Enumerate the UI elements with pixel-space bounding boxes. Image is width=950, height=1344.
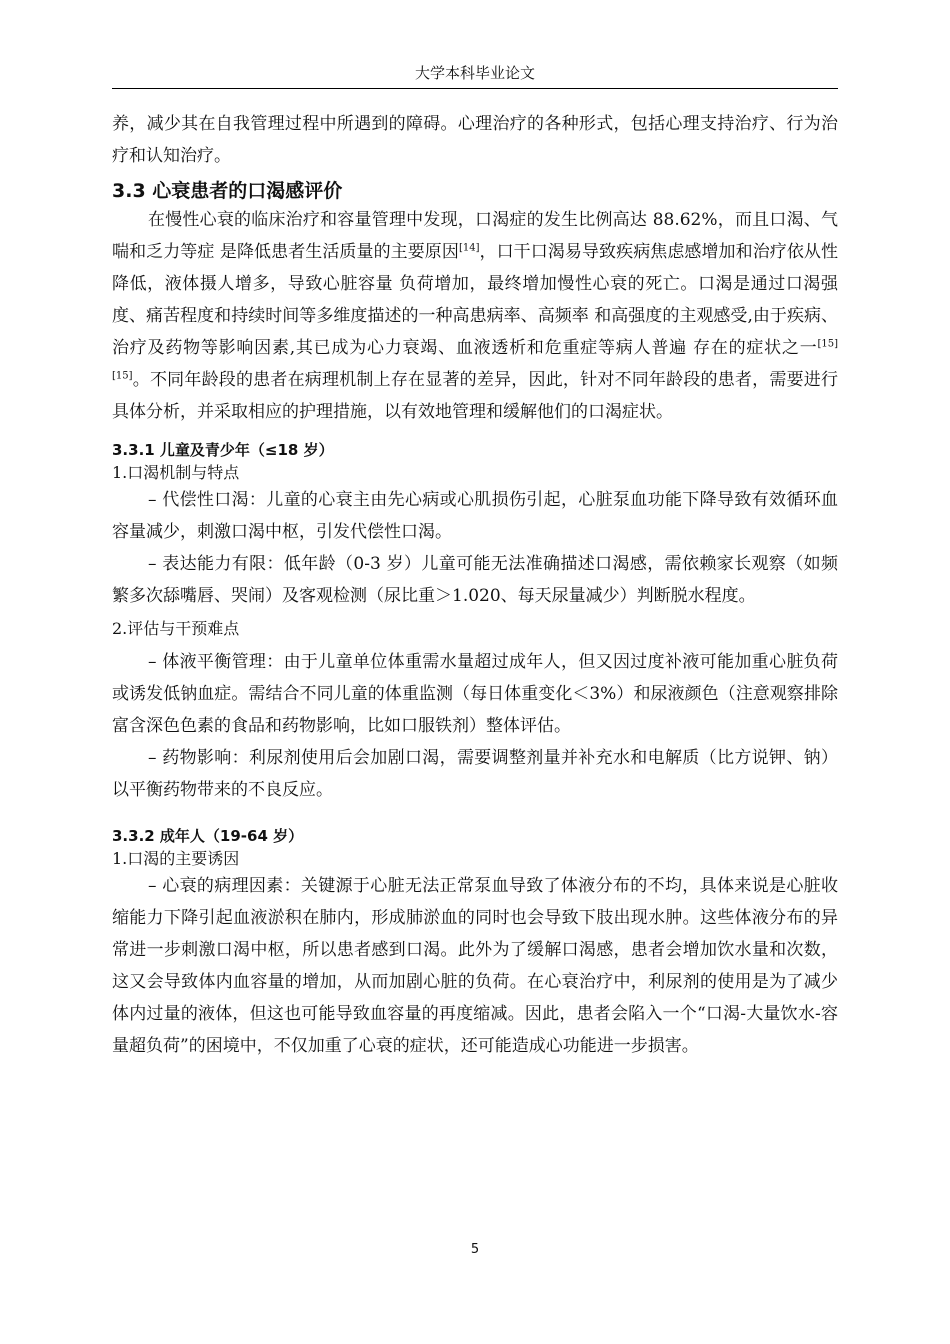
citation: [15][15] xyxy=(112,338,838,382)
running-header: 大学本科毕业论文 xyxy=(414,64,535,82)
para-text: 在慢性心衰的临床治疗和容量管理中发现，口渴症的发生比例高达 88.62%，而且口渴、气喘和乏力等症 是降低患者生活质量的主要原因 xyxy=(112,210,838,262)
list-item: – 药物影响：利尿剂使用后会加剧口渴，需要调整剂量并补充水和电解质（比方说钾、钠）以平衡药物带来的不良反应。 xyxy=(112,748,838,800)
list-item: – 表达能力有限：低年龄（0-3 岁）儿童可能无法准确描述口渴感，需依赖家长观察（如频繁多次舔嘴唇、哭闹）及客观检测（尿比重＞1.020、每天尿量减少）判断脱水程度。 xyxy=(112,554,838,606)
subheading-causes: 1.口渴的主要诱因 xyxy=(112,849,240,868)
list-item: – 心衰的病理因素：关键源于心脏无法正常泵血导致了体液分布的不均，具体来说是心脏收缩能力下降引起血液淤积在肺内，形成肺淤血的同时也会导致下肢出现水肿。这些体液分布的异常进一步刺激口渴中枢，所以患者感到口渴。此外为了缓解口渴感，患者会增加饮水量和次数，这又会导致体内血容量的增加，从而加剧心脏的负荷。在心衰治疗中，利尿剂的使用是为了减少体内过量的液体，但这也可能导致血容量的再度缩减。因此，患者会陷入一个“口渴-大量饮水-容量超负荷”的困境中，不仅加重了心衰的症状，还可能造成心功能进一步损害。 xyxy=(112,876,838,1056)
citation: [14] xyxy=(458,242,480,254)
subheading-mechanism: 1.口渴机制与特点 xyxy=(112,463,240,482)
para-text: 。不同年龄段的患者在病理机制上存在显著的差异，因此，针对不同年龄段的患者，需要进行具体分析，并采取相应的护理措施，以有效地管理和缓解他们的口渴症状。 xyxy=(112,370,838,422)
intro-paragraph: 养，减少其在自我管理过程中所遇到的障碍。心理治疗的各种形式，包括心理支持治疗、行为治疗和认知治疗。 xyxy=(112,114,838,166)
list-item: – 代偿性口渴：儿童的心衰主由先心病或心肌损伤引起，心脏泵血功能下降导致有效循环血容量减少，刺激口渴中枢，引发代偿性口渴。 xyxy=(112,490,838,542)
document-body xyxy=(112,108,838,1062)
section-heading-3-3: 3.3 心衰患者的口渴感评价 xyxy=(112,180,343,202)
header-rule xyxy=(112,88,838,89)
section-3-3-paragraph xyxy=(112,204,838,428)
para-text: ，口干口渴易导致疾病焦虑感增加和治疗依从性降低，液体摄人增多，导致心脏容量 负荷增加，最终增加慢性心衰的死亡。口渴是通过口渴强度、痛苦程度和持续时间等多维度描述的一种高患病率、高频率 和高强度的主观感受,由于疾病、治疗及药物等影响因素,其已成为心力衰竭、血液透析和危重症等病人普遍 存在的症状之一 xyxy=(112,242,838,358)
section-heading-3-3-1: 3.3.1 儿童及青少年（≤18 岁） xyxy=(112,441,334,459)
list-item: – 体液平衡管理：由于儿童单位体重需水量超过成年人，但又因过度补液可能加重心脏负荷或诱发低钠血症。需结合不同儿童的体重监测（每日体重变化＜3%）和尿液颜色（注意观察排除富含深色色素的食品和药物影响，比如口服铁剂）整体评估。 xyxy=(112,652,838,736)
spacer xyxy=(112,806,838,824)
page-number: 5 xyxy=(470,1242,480,1257)
section-heading-3-3-2: 3.3.2 成年人（19-64 岁） xyxy=(112,827,304,845)
subheading-assessment: 2.评估与干预难点 xyxy=(112,619,240,638)
